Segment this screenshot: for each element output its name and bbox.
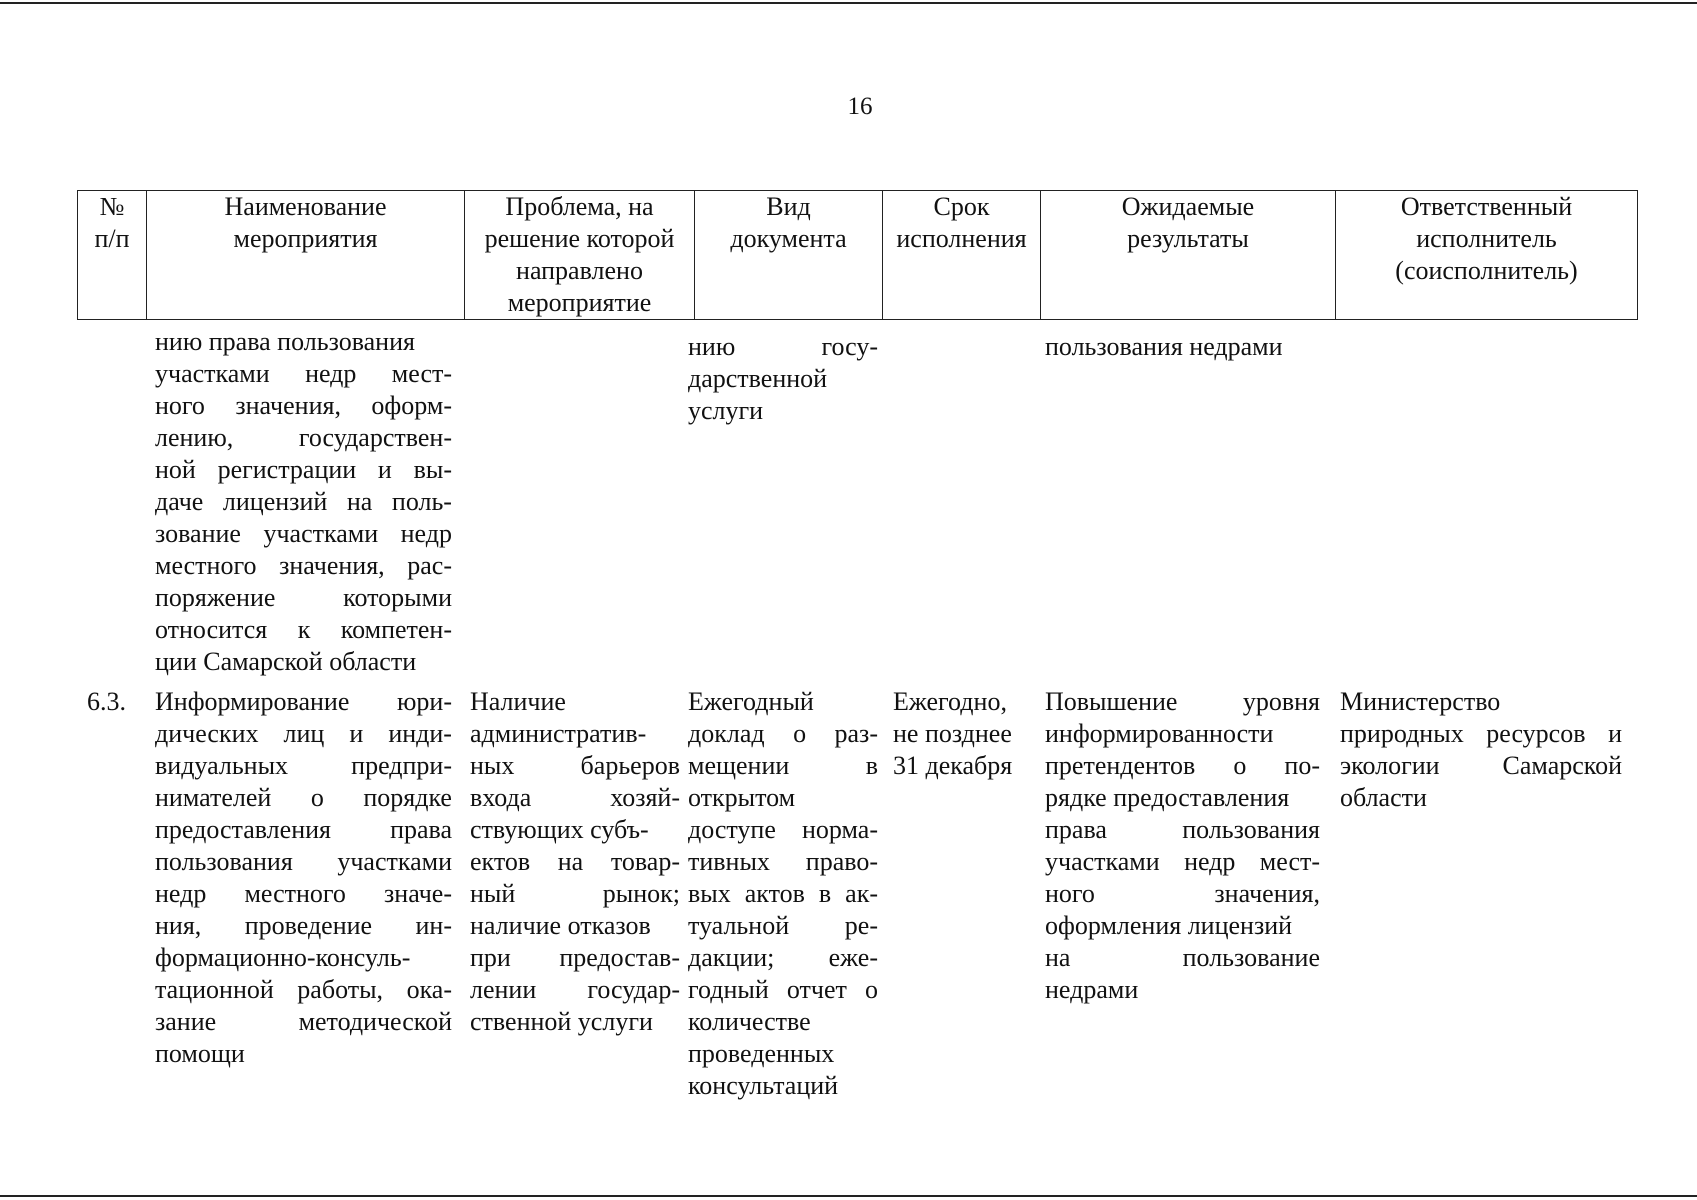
cell-line: информированности	[1045, 719, 1274, 748]
cell-line: пользования недрами	[1045, 332, 1283, 361]
cell-line: экологии Самарской	[1340, 751, 1622, 780]
cell-line: проведенных	[688, 1039, 835, 1068]
cell-line: нию права пользования	[155, 327, 415, 356]
cell-line: области	[1340, 783, 1427, 812]
cell-line: ный рынок;	[470, 879, 680, 908]
cell-line: природных ресурсов и	[1340, 719, 1622, 748]
cell-line: ных барьеров	[470, 751, 680, 780]
table-header	[77, 190, 1638, 320]
cell-line: дакции; еже-	[688, 943, 878, 972]
cell-line: поряжение которыми	[155, 583, 452, 612]
continuation-name-cell	[155, 326, 452, 678]
cell-line: ектов на товар-	[470, 847, 680, 876]
cell-line: участками недр мест-	[155, 359, 452, 388]
cell-line: лении государ-	[470, 975, 680, 1004]
cell-line: Информирование юри-	[155, 687, 452, 716]
cell-line: недр местного значе-	[155, 879, 452, 908]
row-6-3-term-cell	[893, 686, 1026, 782]
cell-line: зание методической	[155, 1007, 452, 1036]
bottom-rule	[0, 1195, 1697, 1197]
cell-line: административ-	[470, 719, 647, 748]
cell-line: 31 декабря	[893, 751, 1013, 780]
cell-line: относится к компетен-	[155, 615, 452, 644]
cell-line: Ежегодно,	[893, 687, 1007, 716]
cell-line: видуальных предпри-	[155, 751, 452, 780]
header-col-name: Наименование мероприятия	[147, 191, 465, 320]
cell-line: лению, государствен-	[155, 423, 452, 452]
header-col-document: Вид документа	[695, 191, 883, 320]
header-col-number: № п/п	[78, 191, 147, 320]
cell-line: ции Самарской области	[155, 647, 417, 676]
row-6-3-executor-cell	[1340, 686, 1622, 814]
cell-line: зование участками недр	[155, 519, 452, 548]
cell-line: годный отчет о	[688, 975, 878, 1004]
cell-line: формационно-консуль-	[155, 943, 411, 972]
cell-line: ственной услуги	[470, 1007, 653, 1036]
cell-line: Наличие	[470, 687, 566, 716]
cell-line: недрами	[1045, 975, 1139, 1004]
row-6-3-number: 6.3.	[87, 687, 126, 716]
cell-line: на пользование	[1045, 943, 1320, 972]
continuation-document-cell	[688, 331, 878, 427]
cell-line: дических лиц и инди-	[155, 719, 452, 748]
cell-line: Повышение уровня	[1045, 687, 1320, 716]
cell-line: предоставления права	[155, 815, 452, 844]
header-col-term: Срок исполнения	[883, 191, 1041, 320]
cell-line: Министерство	[1340, 687, 1501, 716]
cell-line: участками недр мест-	[1045, 847, 1320, 876]
continuation-results-cell	[1045, 331, 1320, 363]
cell-line: количестве	[688, 1007, 811, 1036]
row-6-3-name-cell	[155, 686, 452, 1070]
cell-line: ного значения,	[1045, 879, 1320, 908]
cell-line: рядке предоставления	[1045, 783, 1290, 812]
cell-line: пользования участками	[155, 847, 452, 876]
row-6-3-document-cell	[688, 686, 878, 1102]
cell-line: мещении в	[688, 751, 878, 780]
cell-line: тивных право-	[688, 847, 878, 876]
row-6-3-results-cell	[1045, 686, 1320, 1006]
cell-line: даче лицензий на поль-	[155, 487, 452, 516]
cell-line: не позднее	[893, 719, 1012, 748]
top-rule	[0, 2, 1697, 4]
cell-line: помощи	[155, 1039, 245, 1068]
header-col-executor: Ответственный исполнитель (соисполнитель)	[1336, 191, 1638, 320]
cell-line: туальной ре-	[688, 911, 878, 940]
cell-line: входа хозяй-	[470, 783, 680, 812]
header-col-results: Ожидаемые результаты	[1041, 191, 1336, 320]
cell-line: доступе норма-	[688, 815, 878, 844]
page-number: 16	[847, 93, 873, 120]
cell-line: дарственной	[688, 364, 828, 393]
cell-line: нимателей о порядке	[155, 783, 452, 812]
cell-line: услуги	[688, 396, 764, 425]
cell-line: местного значения, рас-	[155, 551, 452, 580]
cell-line: оформления лицензий	[1045, 911, 1293, 940]
cell-line: открытом	[688, 783, 796, 812]
cell-line: нию госу-	[688, 332, 878, 361]
cell-line: права пользования	[1045, 815, 1320, 844]
cell-line: претендентов о по-	[1045, 751, 1320, 780]
cell-line: наличие отказов	[470, 911, 651, 940]
cell-line: консультаций	[688, 1071, 839, 1100]
cell-line: при предостав-	[470, 943, 680, 972]
cell-line: ния, проведение ин-	[155, 911, 452, 940]
cell-line: ной регистрации и вы-	[155, 455, 452, 484]
header-col-problem: Проблема, на решение которой направлено мероприятие	[465, 191, 695, 320]
cell-line: Ежегодный	[688, 687, 814, 716]
cell-line: тационной работы, ока-	[155, 975, 452, 1004]
cell-line: ного значения, оформ-	[155, 391, 452, 420]
row-6-3-problem-cell	[470, 686, 680, 1038]
cell-line: доклад о раз-	[688, 719, 878, 748]
cell-line: ствующих субъ-	[470, 815, 649, 844]
cell-line: вых актов в ак-	[688, 879, 878, 908]
